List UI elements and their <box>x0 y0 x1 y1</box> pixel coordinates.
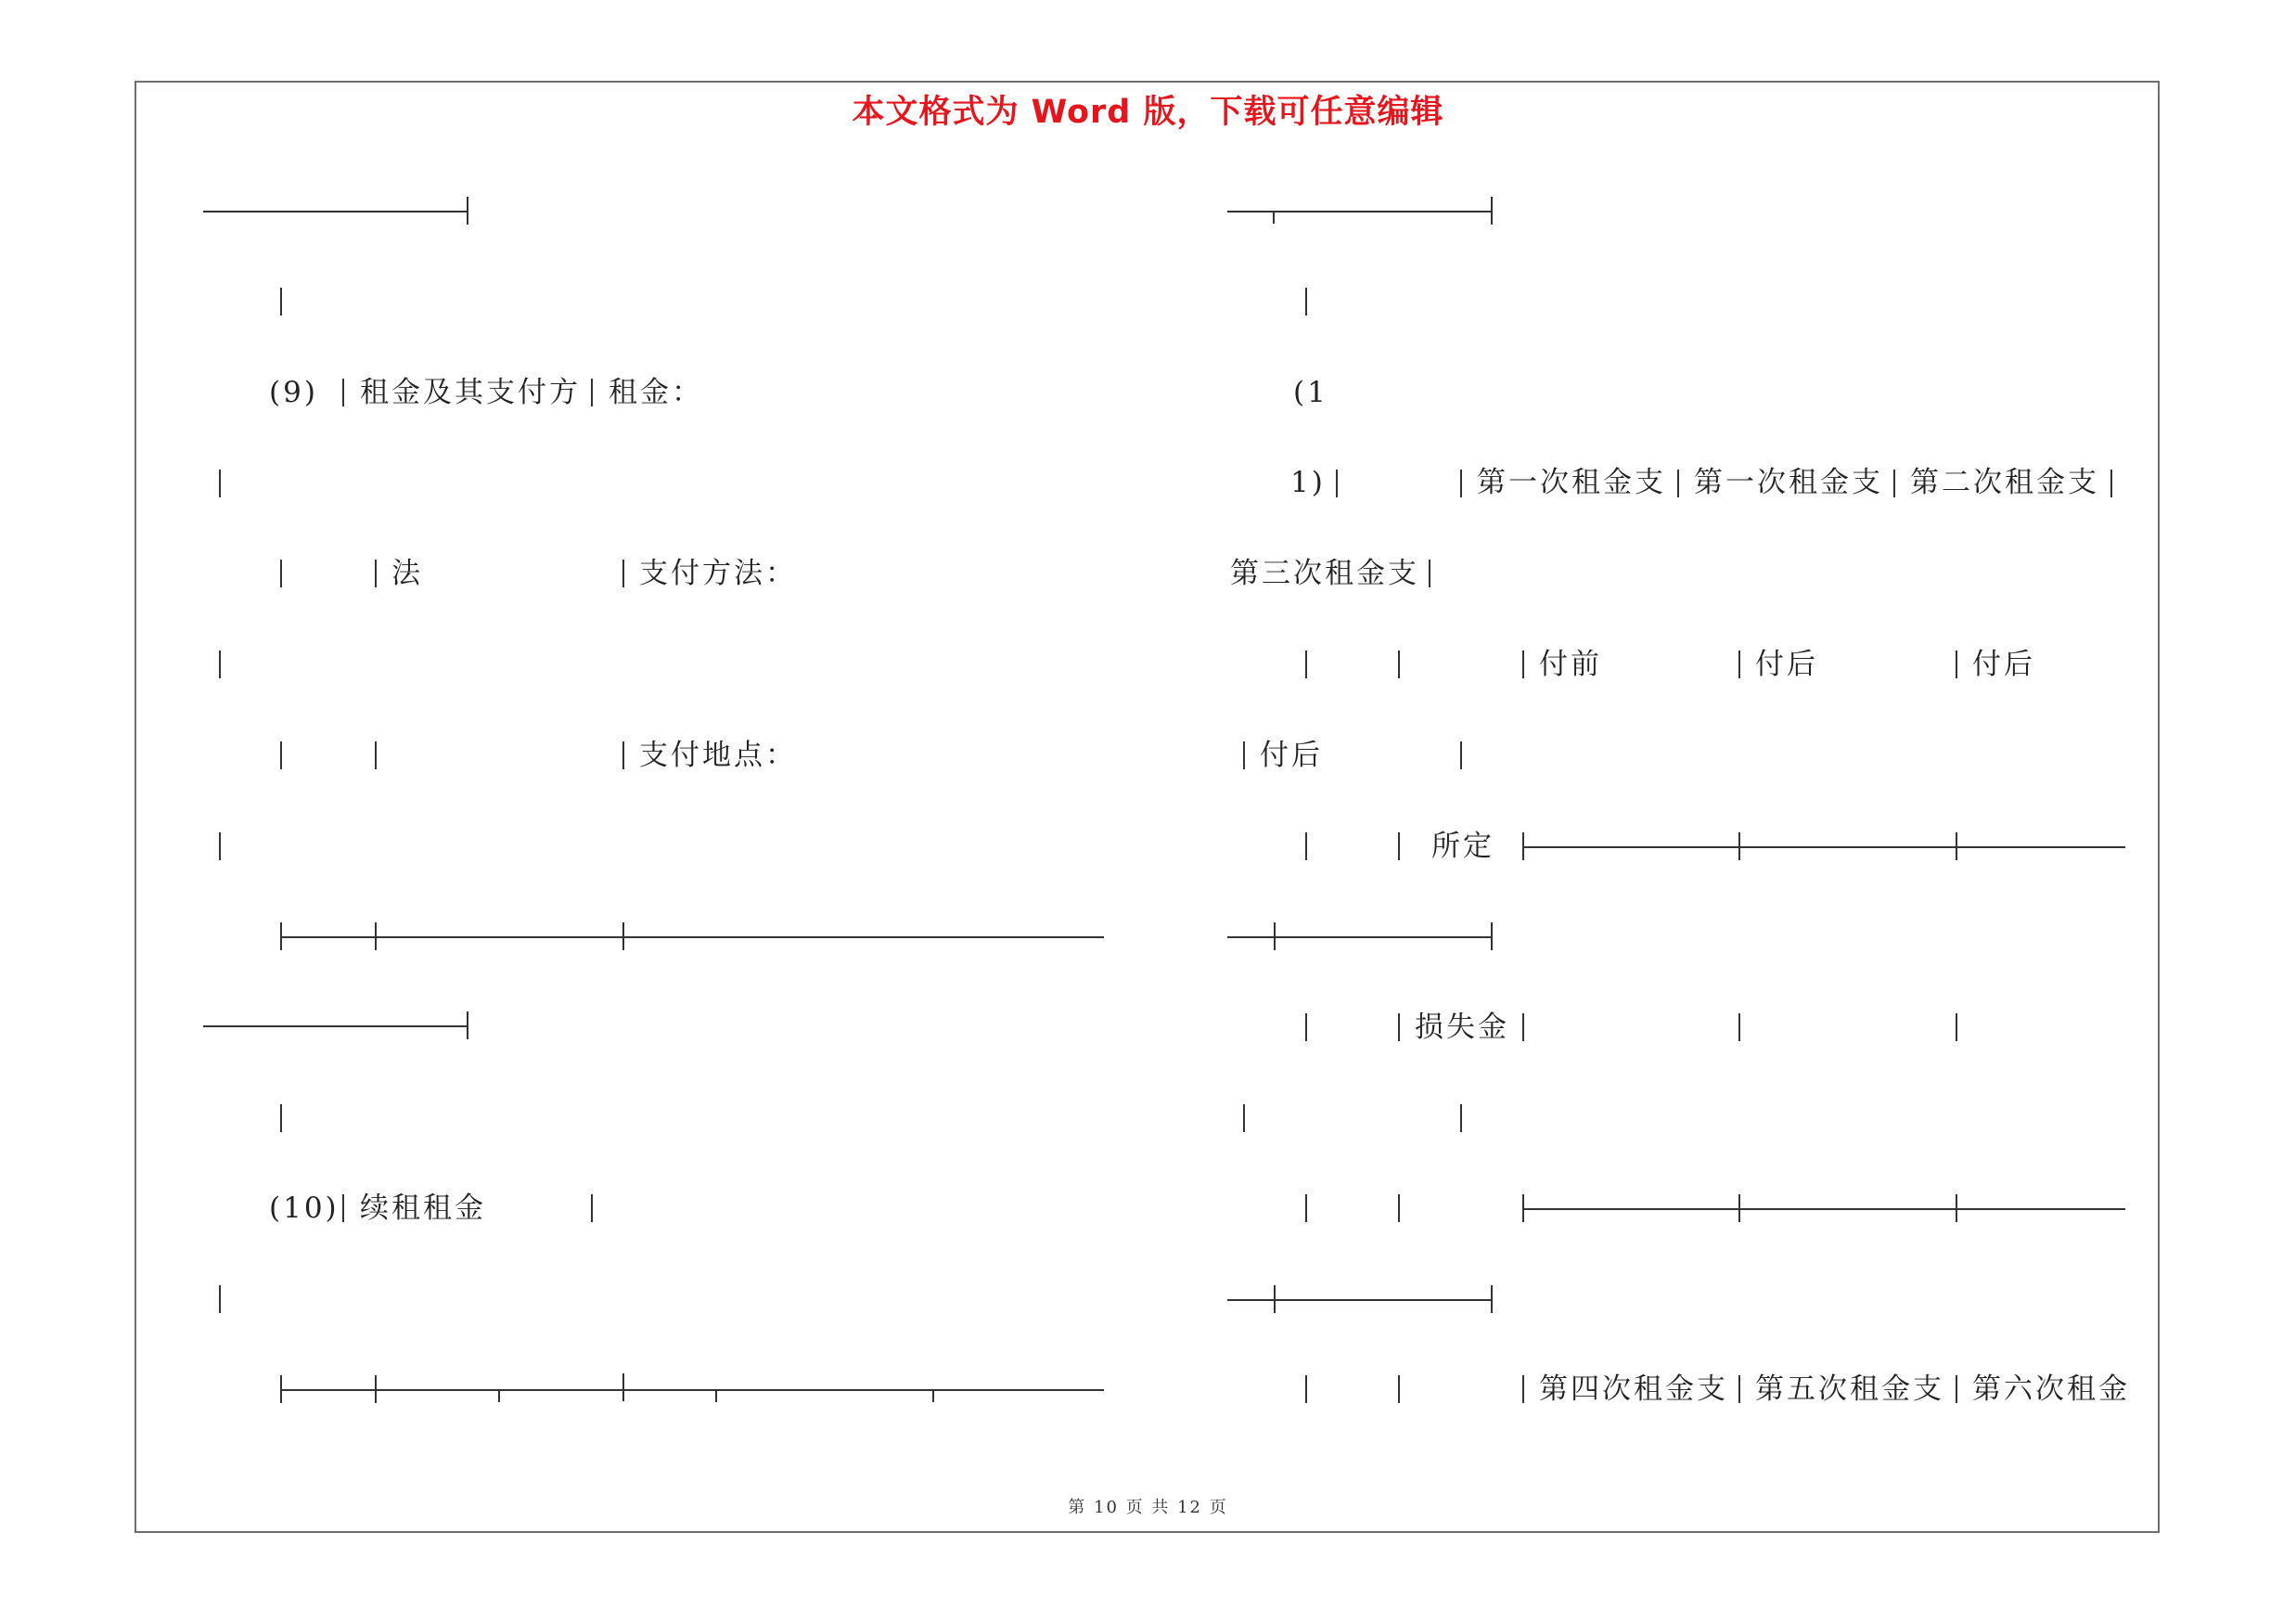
table-rule <box>280 560 282 587</box>
format-banner: 本文格式为 Word 版，下载可任意编辑 <box>852 94 1444 131</box>
table-rule <box>219 470 221 497</box>
table-rule <box>1460 470 1462 497</box>
table-rule <box>1491 197 1493 225</box>
table-rule <box>2110 470 2112 497</box>
table-rule <box>375 741 377 769</box>
table-rule <box>1243 1104 1245 1132</box>
col-6-title: 第五次租金支 <box>1755 1372 1944 1406</box>
row-10-item: 续租租金 <box>360 1191 486 1225</box>
table-rule <box>1522 846 2125 848</box>
table-rule <box>1398 832 1400 860</box>
table-rule <box>467 197 468 225</box>
table-tick <box>932 1389 934 1402</box>
table-rule <box>1305 1375 1307 1403</box>
table-rule <box>280 936 1104 938</box>
table-rule <box>342 379 344 406</box>
table-rule <box>219 1285 221 1313</box>
table-rule <box>1305 1194 1307 1222</box>
loss-label: 损失金 <box>1415 1011 1509 1044</box>
col-1-title: 第一次租金支 <box>1477 466 1666 499</box>
fixed-label: 所定 <box>1431 830 1494 863</box>
table-rule <box>1398 1013 1400 1041</box>
row-9-method-suffix: 法 <box>391 557 423 590</box>
table-rule <box>1305 650 1307 678</box>
table-tick <box>498 1389 500 1402</box>
table-rule <box>1491 1285 1493 1313</box>
table-rule <box>1305 832 1307 860</box>
table-rule <box>622 922 624 950</box>
table-rule <box>1738 1013 1740 1041</box>
table-rule <box>1491 922 1493 950</box>
table-rule <box>280 741 282 769</box>
col-7-title: 第六次租金 <box>1972 1372 2130 1406</box>
table-rule <box>622 741 624 769</box>
table-rule <box>1956 1194 1957 1222</box>
row-9-value: 租金： <box>609 376 703 409</box>
page-number: 第 10 页 共 12 页 <box>1068 1498 1228 1517</box>
row-11-label-b: 1) <box>1290 466 1326 499</box>
table-rule <box>1956 650 1957 678</box>
table-rule <box>1398 1375 1400 1403</box>
table-rule <box>280 1389 1104 1391</box>
table-rule <box>1227 1299 1492 1301</box>
table-rule <box>1522 1208 2125 1210</box>
table-rule <box>1522 1013 1524 1041</box>
table-rule <box>1460 741 1462 769</box>
row-9-item: 租金及其支付方 <box>360 376 581 409</box>
table-rule <box>622 560 624 587</box>
table-rule <box>1398 650 1400 678</box>
col-2-sub: 付后 <box>1755 648 1818 681</box>
table-rule <box>1274 922 1276 950</box>
table-rule <box>375 560 377 587</box>
row-9-label: (9) <box>269 376 318 409</box>
col-4-title: 第三次租金支 <box>1230 557 1419 590</box>
row-10-label: (10) <box>269 1191 340 1225</box>
table-rule <box>280 288 282 316</box>
table-tick <box>715 1389 717 1402</box>
table-rule <box>1227 211 1492 213</box>
table-rule <box>1305 288 1307 316</box>
table-rule <box>1274 1285 1276 1313</box>
payment-place-label: 支付地点： <box>639 739 797 772</box>
table-rule <box>375 1375 377 1403</box>
col-2-title: 第一次租金支 <box>1694 466 1883 499</box>
table-rule <box>1429 560 1430 587</box>
col-4-sub: 付后 <box>1260 739 1323 772</box>
table-tick <box>1273 211 1275 224</box>
table-rule <box>219 832 221 860</box>
table-rule <box>1956 1013 1957 1041</box>
col-5-title: 第四次租金支 <box>1539 1372 1728 1406</box>
table-rule <box>1336 470 1338 497</box>
table-rule <box>1893 470 1895 497</box>
table-rule <box>1522 650 1524 678</box>
table-rule <box>1738 1375 1740 1403</box>
col-3-title: 第二次租金支 <box>1910 466 2099 499</box>
table-rule <box>591 1194 593 1222</box>
col-1-sub: 付前 <box>1539 648 1602 681</box>
table-rule <box>219 650 221 678</box>
col-3-sub: 付后 <box>1972 648 2035 681</box>
table-rule <box>1227 936 1492 938</box>
table-rule <box>1677 470 1679 497</box>
table-rule <box>467 1011 468 1039</box>
table-rule <box>1398 1194 1400 1222</box>
table-rule <box>1243 741 1245 769</box>
page-frame <box>135 81 2160 1533</box>
table-rule <box>375 922 377 950</box>
table-rule <box>591 379 593 406</box>
table-rule <box>1305 1013 1307 1041</box>
table-rule <box>1738 650 1740 678</box>
table-rule <box>1738 832 1740 860</box>
table-rule <box>203 211 468 213</box>
table-rule <box>1956 832 1957 860</box>
table-rule <box>1460 1104 1462 1132</box>
table-rule <box>1738 1194 1740 1222</box>
row-11-label-a: (1 <box>1293 376 1328 409</box>
table-rule <box>1956 1375 1957 1403</box>
payment-method-label: 支付方法： <box>639 557 797 590</box>
table-rule <box>1522 1375 1524 1403</box>
table-rule <box>280 1104 282 1132</box>
table-rule <box>622 1373 624 1401</box>
table-rule <box>203 1025 468 1027</box>
table-rule <box>342 1194 344 1222</box>
